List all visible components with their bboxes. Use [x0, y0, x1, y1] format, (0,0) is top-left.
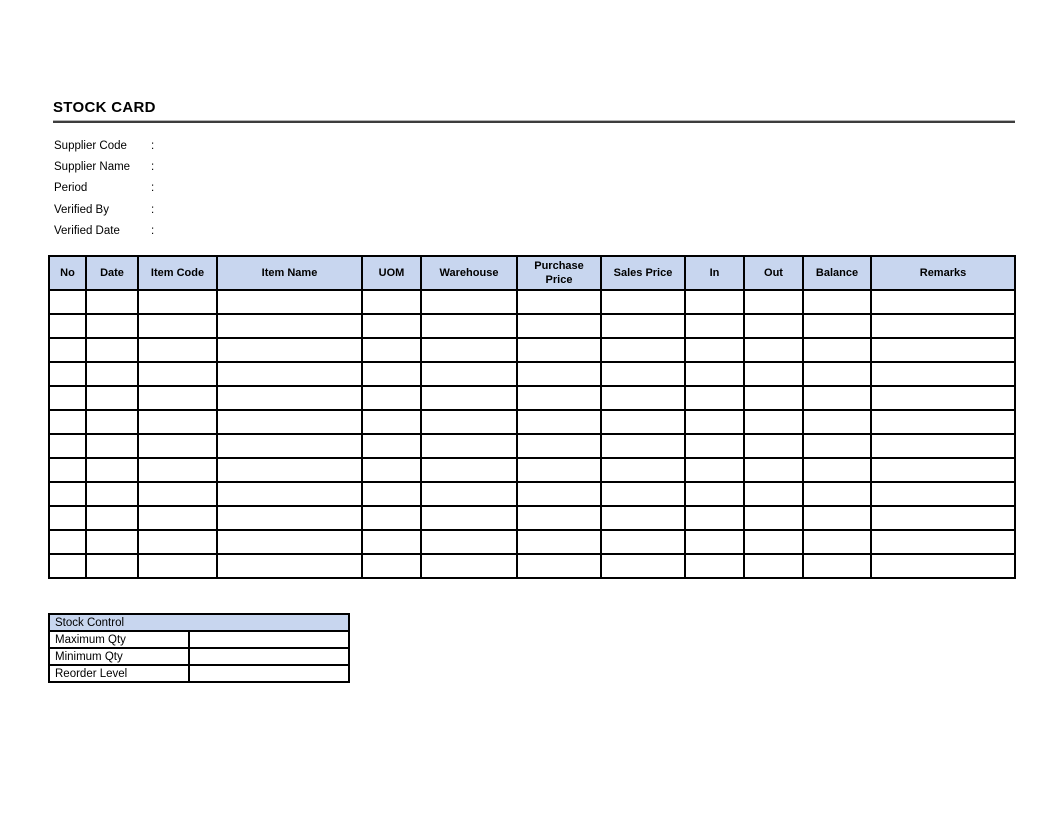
table-cell[interactable] — [362, 554, 421, 578]
table-cell[interactable] — [517, 554, 601, 578]
table-cell[interactable] — [86, 314, 138, 338]
info-colon: : — [151, 160, 155, 173]
table-cell[interactable] — [86, 554, 138, 578]
table-cell[interactable] — [217, 338, 362, 362]
info-colon: : — [151, 139, 155, 152]
table-cell[interactable] — [138, 530, 217, 554]
table-cell[interactable] — [685, 290, 744, 314]
table-cell[interactable] — [871, 482, 1015, 506]
table-cell[interactable] — [803, 434, 871, 458]
table-cell[interactable] — [803, 410, 871, 434]
info-label: Period — [54, 182, 88, 195]
table-cell[interactable] — [517, 458, 601, 482]
table-cell[interactable] — [685, 458, 744, 482]
table-cell[interactable] — [49, 386, 86, 410]
table-cell[interactable] — [362, 458, 421, 482]
info-colon: : — [151, 182, 155, 195]
table-cell[interactable] — [685, 362, 744, 386]
table-cell[interactable] — [517, 338, 601, 362]
table-cell[interactable] — [517, 386, 601, 410]
table-cell[interactable] — [49, 410, 86, 434]
stock-control-label: Minimum Qty — [49, 648, 189, 665]
info-colon: : — [151, 203, 155, 216]
table-cell[interactable] — [421, 314, 517, 338]
table-cell[interactable] — [49, 554, 86, 578]
stock-control-header-row — [49, 614, 349, 631]
table-cell[interactable] — [803, 290, 871, 314]
table-cell[interactable] — [421, 530, 517, 554]
table-cell[interactable] — [601, 530, 685, 554]
column-header-warehouse: Warehouse — [421, 256, 517, 290]
table-cell[interactable] — [217, 290, 362, 314]
table-cell[interactable] — [362, 482, 421, 506]
stock-control-title: Stock Control — [49, 614, 349, 631]
table-cell[interactable] — [49, 482, 86, 506]
table-cell[interactable] — [49, 458, 86, 482]
table-cell[interactable] — [744, 458, 803, 482]
table-cell[interactable] — [744, 530, 803, 554]
maximum-qty-value[interactable] — [189, 631, 349, 648]
table-cell[interactable] — [362, 530, 421, 554]
table-cell[interactable] — [217, 314, 362, 338]
table-cell[interactable] — [517, 362, 601, 386]
column-header-uom: UOM — [362, 256, 421, 290]
table-cell[interactable] — [362, 386, 421, 410]
table-cell[interactable] — [86, 386, 138, 410]
table-cell[interactable] — [685, 338, 744, 362]
page-title: STOCK CARD — [53, 99, 156, 116]
table-cell[interactable] — [744, 506, 803, 530]
table-cell[interactable] — [421, 290, 517, 314]
table-cell[interactable] — [685, 482, 744, 506]
table-cell[interactable] — [517, 410, 601, 434]
table-cell[interactable] — [138, 554, 217, 578]
table-cell[interactable] — [601, 386, 685, 410]
table-cell[interactable] — [803, 506, 871, 530]
table-cell[interactable] — [601, 482, 685, 506]
table-cell[interactable] — [86, 458, 138, 482]
table-cell[interactable] — [421, 458, 517, 482]
stock-control-row-reorder-level — [49, 665, 349, 682]
table-cell[interactable] — [49, 314, 86, 338]
table-cell[interactable] — [744, 314, 803, 338]
table-cell[interactable] — [362, 506, 421, 530]
table-row — [49, 530, 1015, 554]
table-cell[interactable] — [744, 290, 803, 314]
table-cell[interactable] — [138, 338, 217, 362]
table-cell[interactable] — [803, 314, 871, 338]
table-cell[interactable] — [803, 530, 871, 554]
table-cell[interactable] — [803, 458, 871, 482]
table-cell[interactable] — [49, 530, 86, 554]
table-cell[interactable] — [49, 362, 86, 386]
table-cell[interactable] — [601, 314, 685, 338]
table-cell[interactable] — [217, 386, 362, 410]
table-cell[interactable] — [744, 338, 803, 362]
column-header-purchase-price: Purchase Price — [517, 256, 601, 290]
table-cell[interactable] — [803, 482, 871, 506]
table-cell[interactable] — [217, 434, 362, 458]
column-header-balance: Balance — [803, 256, 871, 290]
stock-control-row-maximum-qty — [49, 631, 349, 648]
table-cell[interactable] — [871, 434, 1015, 458]
table-cell[interactable] — [49, 338, 86, 362]
table-cell[interactable] — [744, 362, 803, 386]
table-header-row — [49, 256, 1015, 290]
column-header-in: In — [685, 256, 744, 290]
table-cell[interactable] — [517, 314, 601, 338]
stock-control-row-minimum-qty — [49, 648, 349, 665]
table-cell[interactable] — [138, 290, 217, 314]
info-row-supplier-name — [54, 156, 427, 177]
table-cell[interactable] — [803, 338, 871, 362]
table-cell[interactable] — [362, 338, 421, 362]
table-row — [49, 458, 1015, 482]
table-row — [49, 482, 1015, 506]
table-cell[interactable] — [871, 410, 1015, 434]
table-row — [49, 434, 1015, 458]
info-row-supplier-code — [54, 135, 427, 156]
table-cell[interactable] — [601, 506, 685, 530]
info-row-period — [54, 178, 427, 199]
column-header-item-code: Item Code — [138, 256, 217, 290]
table-cell[interactable] — [685, 386, 744, 410]
table-cell[interactable] — [138, 458, 217, 482]
table-cell[interactable] — [362, 410, 421, 434]
table-cell[interactable] — [803, 362, 871, 386]
table-cell[interactable] — [685, 554, 744, 578]
info-row-verified-date — [54, 220, 427, 241]
table-cell[interactable] — [421, 410, 517, 434]
table-cell[interactable] — [803, 554, 871, 578]
table-cell[interactable] — [601, 290, 685, 314]
table-cell[interactable] — [871, 554, 1015, 578]
column-header-no: No — [49, 256, 86, 290]
table-cell[interactable] — [86, 338, 138, 362]
table-cell[interactable] — [601, 338, 685, 362]
table-cell[interactable] — [601, 362, 685, 386]
table-row — [49, 290, 1015, 314]
table-cell[interactable] — [517, 506, 601, 530]
table-cell[interactable] — [871, 386, 1015, 410]
table-cell[interactable] — [601, 434, 685, 458]
table-cell[interactable] — [86, 410, 138, 434]
table-cell[interactable] — [86, 530, 138, 554]
table-cell[interactable] — [685, 410, 744, 434]
column-header-date: Date — [86, 256, 138, 290]
table-row — [49, 506, 1015, 530]
table-cell[interactable] — [138, 362, 217, 386]
table-cell[interactable] — [421, 386, 517, 410]
info-colon: : — [151, 224, 155, 237]
table-cell[interactable] — [86, 506, 138, 530]
table-row — [49, 386, 1015, 410]
info-label: Verified Date — [54, 224, 120, 237]
table-cell[interactable] — [871, 338, 1015, 362]
table-cell[interactable] — [49, 434, 86, 458]
table-cell[interactable] — [217, 482, 362, 506]
table-cell[interactable] — [138, 434, 217, 458]
column-header-out: Out — [744, 256, 803, 290]
table-cell[interactable] — [517, 290, 601, 314]
table-cell[interactable] — [421, 434, 517, 458]
table-cell[interactable] — [138, 314, 217, 338]
stock-card-table — [48, 255, 1016, 579]
table-cell[interactable] — [217, 530, 362, 554]
table-cell[interactable] — [421, 554, 517, 578]
stock-control-label: Maximum Qty — [49, 631, 189, 648]
table-cell[interactable] — [601, 458, 685, 482]
table-cell[interactable] — [217, 506, 362, 530]
reorder-level-value[interactable] — [189, 665, 349, 682]
table-cell[interactable] — [138, 506, 217, 530]
stock-table-body — [49, 290, 1015, 578]
table-cell[interactable] — [744, 554, 803, 578]
table-row — [49, 410, 1015, 434]
table-cell[interactable] — [517, 482, 601, 506]
stock-control-table — [48, 613, 350, 683]
info-label: Verified By — [54, 203, 109, 216]
table-cell[interactable] — [362, 314, 421, 338]
table-cell[interactable] — [362, 362, 421, 386]
column-header-remarks: Remarks — [871, 256, 1015, 290]
stock-control-label: Reorder Level — [49, 665, 189, 682]
table-cell[interactable] — [871, 362, 1015, 386]
minimum-qty-value[interactable] — [189, 648, 349, 665]
table-cell[interactable] — [138, 482, 217, 506]
table-cell[interactable] — [86, 434, 138, 458]
table-cell[interactable] — [517, 530, 601, 554]
title-rule — [53, 120, 1015, 123]
table-row — [49, 338, 1015, 362]
table-cell[interactable] — [871, 530, 1015, 554]
table-cell[interactable] — [421, 482, 517, 506]
column-header-item-name: Item Name — [217, 256, 362, 290]
info-block — [54, 135, 427, 241]
table-cell[interactable] — [217, 458, 362, 482]
table-cell[interactable] — [517, 434, 601, 458]
table-cell[interactable] — [217, 410, 362, 434]
table-cell[interactable] — [362, 434, 421, 458]
table-cell[interactable] — [685, 530, 744, 554]
table-cell[interactable] — [685, 506, 744, 530]
table-cell[interactable] — [744, 386, 803, 410]
table-cell[interactable] — [803, 386, 871, 410]
table-cell[interactable] — [601, 410, 685, 434]
table-cell[interactable] — [421, 362, 517, 386]
table-cell[interactable] — [86, 290, 138, 314]
table-cell[interactable] — [421, 506, 517, 530]
table-cell[interactable] — [217, 554, 362, 578]
table-cell[interactable] — [49, 506, 86, 530]
info-row-verified-by — [54, 199, 427, 220]
table-cell[interactable] — [685, 314, 744, 338]
info-label: Supplier Code — [54, 139, 127, 152]
table-cell[interactable] — [744, 434, 803, 458]
table-cell[interactable] — [217, 362, 362, 386]
table-cell[interactable] — [421, 338, 517, 362]
table-row — [49, 554, 1015, 578]
table-cell[interactable] — [685, 434, 744, 458]
table-cell[interactable] — [871, 314, 1015, 338]
table-cell[interactable] — [871, 458, 1015, 482]
table-cell[interactable] — [362, 290, 421, 314]
table-cell[interactable] — [49, 290, 86, 314]
table-cell[interactable] — [744, 482, 803, 506]
table-cell[interactable] — [601, 554, 685, 578]
table-cell[interactable] — [86, 482, 138, 506]
column-header-sales-price: Sales Price — [601, 256, 685, 290]
table-cell[interactable] — [871, 290, 1015, 314]
table-cell[interactable] — [744, 410, 803, 434]
table-cell[interactable] — [138, 386, 217, 410]
table-cell[interactable] — [138, 410, 217, 434]
table-cell[interactable] — [86, 362, 138, 386]
table-row — [49, 362, 1015, 386]
table-row — [49, 314, 1015, 338]
table-cell[interactable] — [871, 506, 1015, 530]
info-label: Supplier Name — [54, 160, 131, 173]
